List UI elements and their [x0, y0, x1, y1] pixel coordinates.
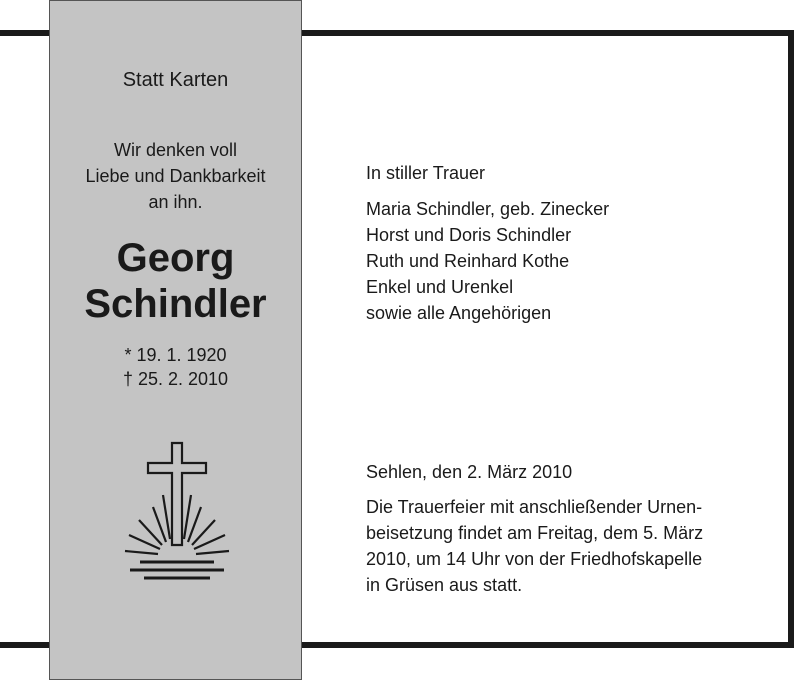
last-name: Schindler — [84, 282, 267, 326]
memorial-panel — [49, 0, 302, 680]
death-date: † 25. 2. 2010 — [122, 369, 229, 389]
cross-rising-sun-icon — [120, 441, 240, 581]
mourning-heading: In stiller Trauer — [366, 163, 486, 183]
ceremony-info — [366, 494, 766, 598]
ceremony-line: beisetzung findet am Freitag, dem 5. März — [366, 523, 704, 543]
mourners-list — [366, 196, 609, 326]
ceremony-line: 2010, um 14 Uhr von der Friedhofskapelle — [366, 549, 703, 569]
ceremony-line: Die Trauerfeier mit anschließender Urnen- — [366, 497, 703, 517]
mourner-line: Ruth und Reinhard Kothe — [366, 251, 570, 271]
mourner-line: Maria Schindler, geb. Zinecker — [366, 199, 610, 219]
place-date: Sehlen, den 2. März 2010 — [366, 462, 573, 482]
remembrance-text — [50, 137, 301, 215]
remembrance-line: an ihn. — [148, 192, 203, 212]
mourner-line: sowie alle Angehörigen — [366, 303, 552, 323]
remembrance-line: Liebe und Dankbarkeit — [85, 166, 266, 186]
statt-karten-label: Statt Karten — [122, 69, 229, 91]
deceased-name — [50, 235, 301, 327]
birth-date: * 19. 1. 1920 — [124, 345, 227, 365]
mourner-line: Horst und Doris Schindler — [366, 225, 572, 245]
ceremony-line: in Grüsen aus statt. — [366, 575, 523, 595]
remembrance-line: Wir denken voll — [113, 140, 238, 160]
first-name: Georg — [116, 236, 235, 280]
life-dates — [50, 343, 301, 391]
mourner-line: Enkel und Urenkel — [366, 277, 514, 297]
